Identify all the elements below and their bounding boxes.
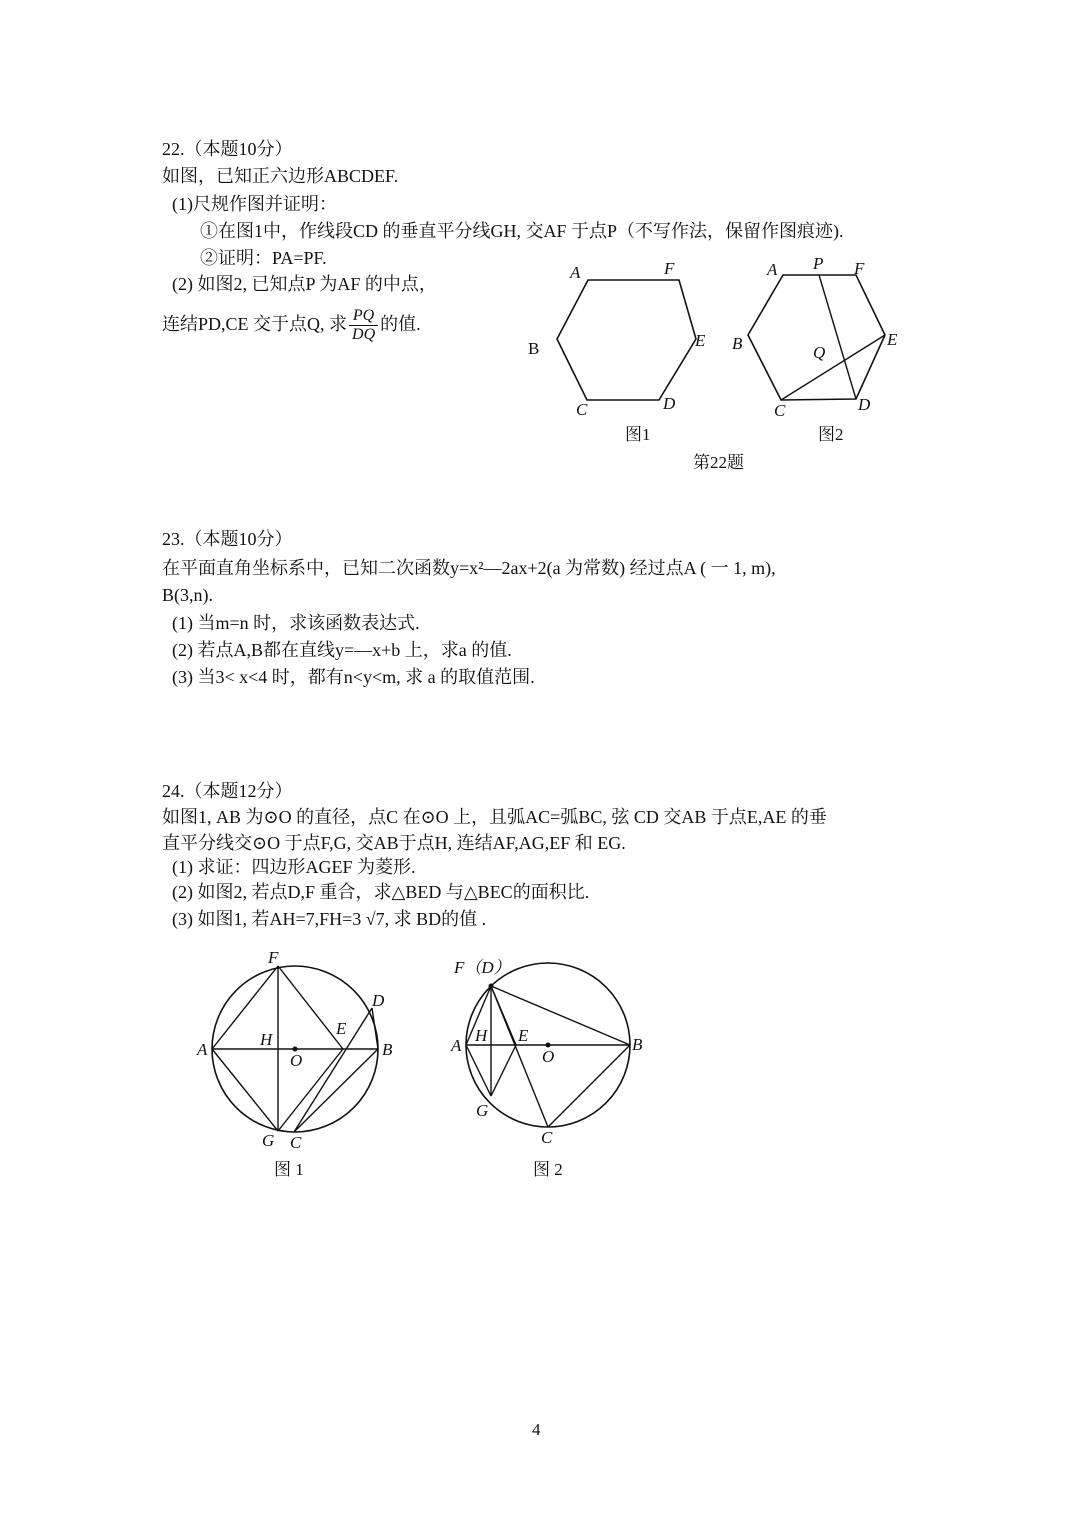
- q22-intro: 如图，已知正六边形ABCDEF.: [162, 166, 399, 186]
- label-b: B: [382, 1040, 393, 1059]
- label-a-2: A: [451, 1036, 462, 1055]
- q22-figure-1-hexagon: [520, 255, 720, 425]
- q23-line1: 在平面直角坐标系中，已知二次函数y=x²—2ax+2(a 为常数) 经过点A ( 一 1, m),: [162, 558, 776, 578]
- label-f: F: [268, 948, 279, 967]
- q22-part1a: ①在图1中，作线段CD 的垂直平分线GH, 交AF 于点P（不写作法，保留作图痕迹).: [200, 221, 844, 241]
- segment-cb-2: [548, 1045, 630, 1127]
- vertex-label-c: C: [576, 400, 588, 419]
- q24-figure-1-caption: 图 1: [274, 1160, 304, 1179]
- hexagon-abcdef-2: [748, 275, 885, 400]
- point-label-q: Q: [813, 343, 826, 362]
- vertex-label-e: E: [695, 331, 706, 350]
- point-dot-fd: [489, 984, 494, 989]
- q23-header: 23.（本题10分）: [162, 529, 293, 549]
- label-g: G: [262, 1131, 275, 1150]
- q22-figure-1-caption: 图1: [625, 425, 651, 444]
- q22-figure-2-caption: 图2: [818, 425, 844, 444]
- q23-line2: B(3,n).: [162, 585, 213, 605]
- label-e: E: [336, 1019, 347, 1038]
- label-g-2: G: [476, 1101, 489, 1120]
- hexagon-abcdef: [557, 280, 696, 400]
- segment-cb: [294, 1049, 378, 1132]
- fraction-numerator: PQ: [349, 307, 378, 326]
- label-a: A: [197, 1040, 208, 1059]
- segment-pd: [819, 275, 856, 399]
- label-c: C: [290, 1133, 302, 1152]
- vertex-label-b: B: [528, 339, 540, 358]
- point-label-p: P: [813, 254, 824, 273]
- q24-part2: (2) 如图2, 若点D,F 重合，求△BED 与△BEC的面积比.: [172, 882, 590, 902]
- label-o: O: [290, 1051, 303, 1070]
- q23-part1: (1) 当m=n 时，求该函数表达式.: [172, 613, 420, 633]
- q22-part1b: ②证明：PA=PF.: [200, 248, 327, 268]
- segment-fe: [278, 966, 343, 1049]
- label-b-2: B: [632, 1035, 643, 1054]
- q22-part2b-post: 的值.: [380, 314, 421, 334]
- q24-figure-2-circle: [445, 955, 665, 1155]
- vertex-label-c-2: C: [774, 401, 786, 420]
- segment-ge: [278, 1049, 343, 1131]
- label-h-2: H: [475, 1026, 488, 1045]
- label-o-2: O: [542, 1047, 555, 1066]
- q24-figure-2-caption: 图 2: [533, 1160, 563, 1179]
- segment-ge-2: [491, 1045, 516, 1096]
- vertex-label-b-2: B: [732, 334, 743, 353]
- label-d: D: [372, 991, 385, 1010]
- q24-figure-1-circle: [190, 945, 410, 1155]
- q24-header: 24.（本题12分）: [162, 781, 293, 801]
- vertex-label-e-2: E: [887, 330, 898, 349]
- q22-part1: (1)尺规作图并证明：: [172, 194, 337, 214]
- q24-part1: (1) 求证：四边形AGEF 为菱形.: [172, 857, 416, 877]
- q24-part3: (3) 如图1, 若AH=7,FH=3 √7, 求 BD的值 .: [172, 909, 487, 929]
- pq-dq-fraction: [349, 307, 378, 344]
- vertex-label-d: D: [663, 394, 676, 413]
- q22-figure-2-hexagon: [725, 255, 925, 425]
- q22-part2b: [162, 304, 421, 344]
- label-f-d: F（D）: [454, 958, 511, 977]
- q22-part2a: (2) 如图2, 已知点P 为AF 的中点，: [172, 274, 437, 294]
- segment-db: [372, 1008, 378, 1049]
- vertex-label-a: A: [570, 263, 581, 282]
- vertex-label-a-2: A: [767, 260, 778, 279]
- label-c-2: C: [541, 1128, 553, 1147]
- page-number: 4: [532, 1420, 541, 1439]
- q23-part3: (3) 当3< x<4 时，都有n<y<m, 求 a 的取值范围.: [172, 667, 535, 687]
- fraction-denominator: DQ: [352, 326, 376, 344]
- q24-line2: 直平分线交⊙O 于点F,G, 交AB于点H, 连结AF,AG,EF 和 EG.: [162, 833, 626, 853]
- label-e-2: E: [518, 1026, 529, 1045]
- vertex-label-f: F: [664, 259, 675, 278]
- label-h: H: [260, 1030, 273, 1049]
- q22-part2b-pre: 连结PD,CE 交于点Q, 求: [162, 314, 348, 334]
- segment-ag: [212, 1049, 278, 1131]
- q23-part2: (2) 若点A,B都在直线y=—x+b 上，求a 的值.: [172, 640, 512, 660]
- chord-cd: [294, 1008, 372, 1132]
- q22-figure-title: 第22题: [693, 453, 744, 472]
- vertex-label-d-2: D: [858, 395, 871, 414]
- q22-header: 22.（本题10分）: [162, 139, 293, 159]
- vertex-label-f-2: F: [854, 259, 865, 278]
- q24-line1: 如图1, AB 为⊙O 的直径，点C 在⊙O 上，且弧AC=弧BC, 弦 CD 交AB 于点E,AE 的垂: [162, 807, 827, 827]
